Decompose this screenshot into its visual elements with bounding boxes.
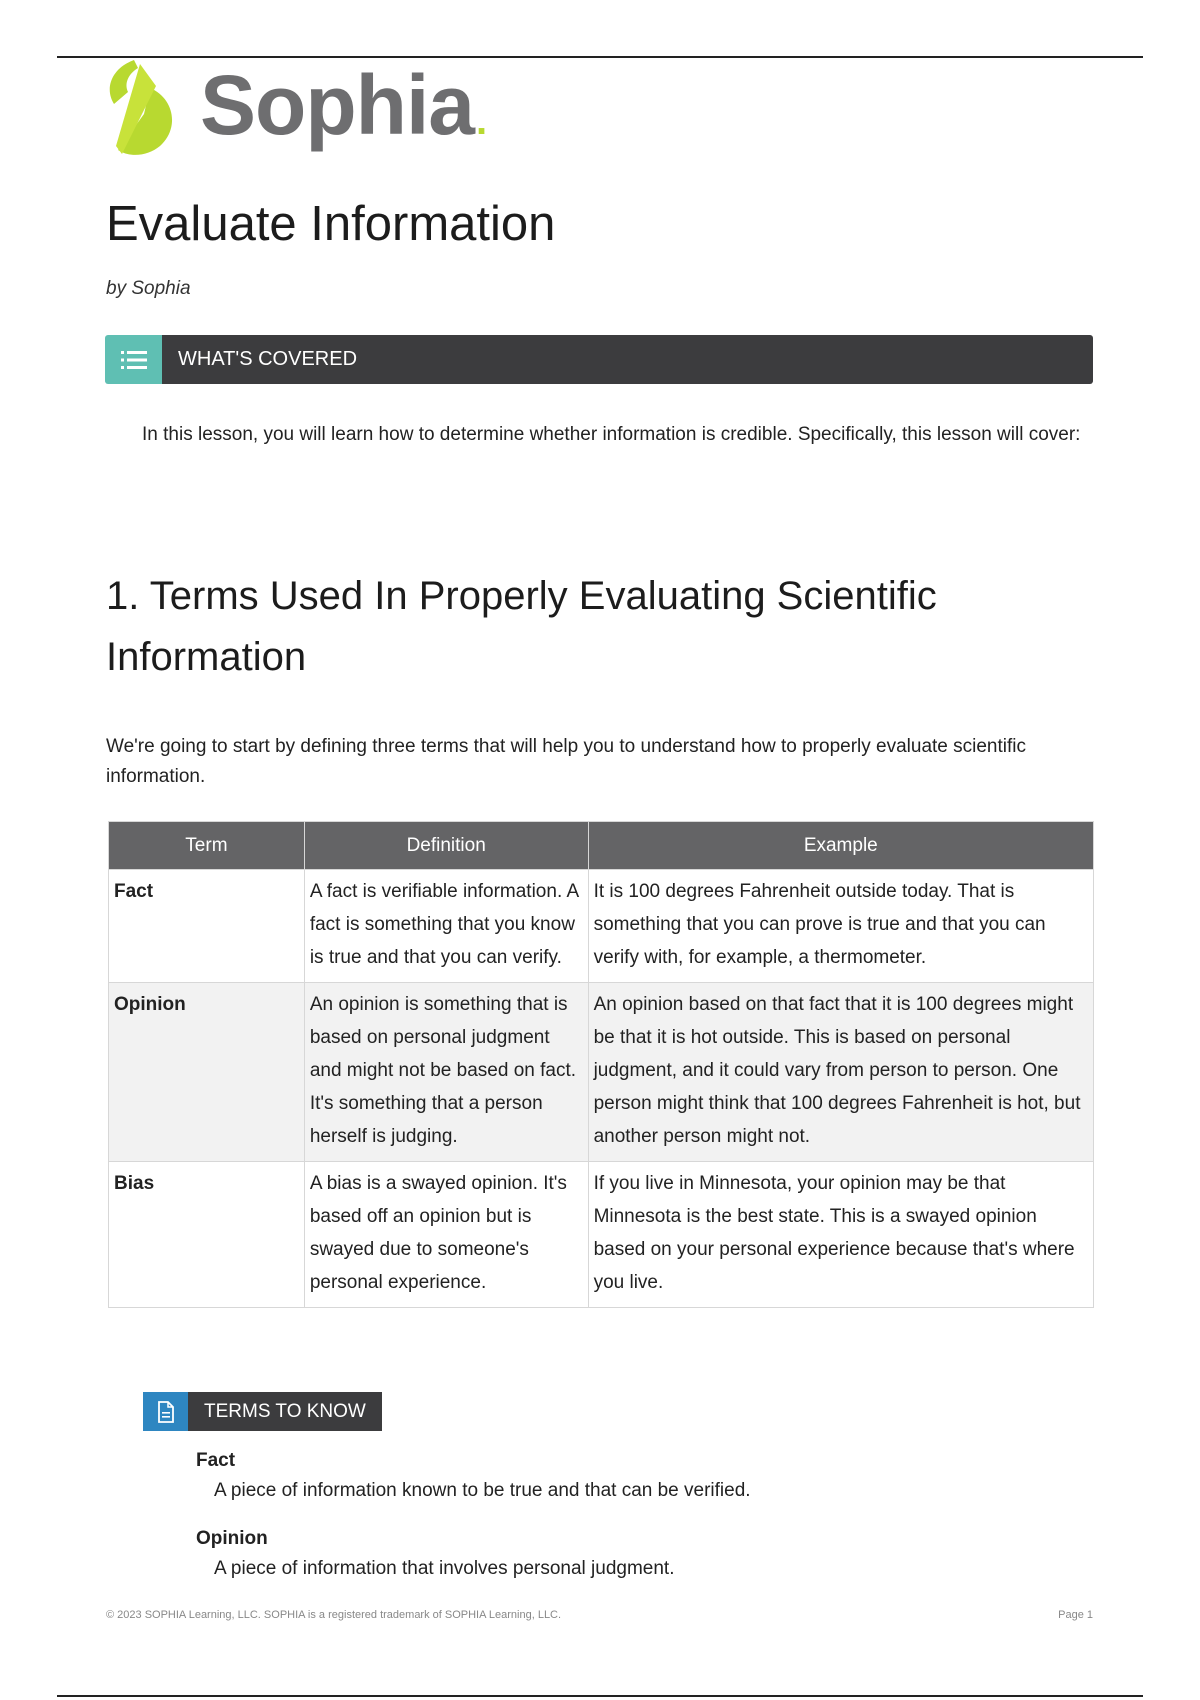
glossary-list [196, 1446, 1096, 1602]
glossary-definition: A piece of information known to be true and that can be verified. [214, 1480, 751, 1501]
page-title: Evaluate Information [106, 197, 556, 251]
term-cell: Bias [109, 1162, 305, 1308]
section-title: 1. Terms Used In Properly Evaluating Scientific Information [106, 574, 937, 679]
logo-wordmark: Sophia. [200, 58, 487, 152]
footer-page-number: Page 1 [1058, 1609, 1093, 1621]
column-header-term: Term [109, 822, 305, 870]
lesson-intro: In this lesson, you will learn how to determine whether information is credible. Specifically, this lesson will cover: [142, 424, 1081, 445]
sophia-logo-mark-icon [104, 58, 176, 158]
glossary-term: Fact [196, 1450, 236, 1471]
footer-copyright: © 2023 SOPHIA Learning, LLC. SOPHIA is a registered trademark of SOPHIA Learning, LLC. [106, 1609, 562, 1621]
column-header-definition: Definition [304, 822, 588, 870]
glossary-term: Opinion [196, 1528, 268, 1549]
section-intro: We're going to start by defining three terms that will help you to understand how to properly evaluate scientific information. [106, 736, 1026, 787]
example-cell: If you live in Minnesota, your opinion may be that Minnesota is the best state. This is a swayed opinion based on your personal experience because that's where you live. [588, 1162, 1093, 1308]
bottom-rule [57, 1695, 1143, 1697]
example-cell: It is 100 degrees Fahrenheit outside today. That is something that you can prove is true and that you can verify with, for example, a thermometer. [588, 870, 1093, 983]
byline: by Sophia [106, 278, 191, 299]
table-header-row [109, 822, 1094, 870]
terms-table [108, 821, 1094, 1308]
term-cell: Opinion [109, 983, 305, 1162]
whats-covered-banner [105, 335, 1093, 384]
sophia-logo [104, 58, 486, 158]
list-icon [105, 335, 162, 384]
glossary-definition: A piece of information that involves personal judgment. [214, 1558, 675, 1579]
terms-to-know-banner [143, 1392, 382, 1431]
definition-cell: An opinion is something that is based on personal judgment and might not be based on fact. It's something that a person herself is judging. [304, 983, 588, 1162]
whats-covered-label: WHAT'S COVERED [162, 335, 1093, 384]
table-row [109, 1162, 1094, 1308]
definition-cell: A bias is a swayed opinion. It's based off an opinion but is swayed due to someone's personal experience. [304, 1162, 588, 1308]
document-icon [143, 1392, 188, 1431]
table-row [109, 983, 1094, 1162]
example-cell: An opinion based on that fact that it is 100 degrees might be that it is hot outside. This is based on personal judgment, and it could vary from person to person. One person might think that 100 degrees Fahrenheit is hot, but another person might not. [588, 983, 1093, 1162]
terms-to-know-label: TERMS TO KNOW [188, 1392, 382, 1431]
term-cell: Fact [109, 870, 305, 983]
column-header-example: Example [588, 822, 1093, 870]
definition-cell: A fact is verifiable information. A fact is something that you know is true and that you can verify. [304, 870, 588, 983]
table-row [109, 870, 1094, 983]
